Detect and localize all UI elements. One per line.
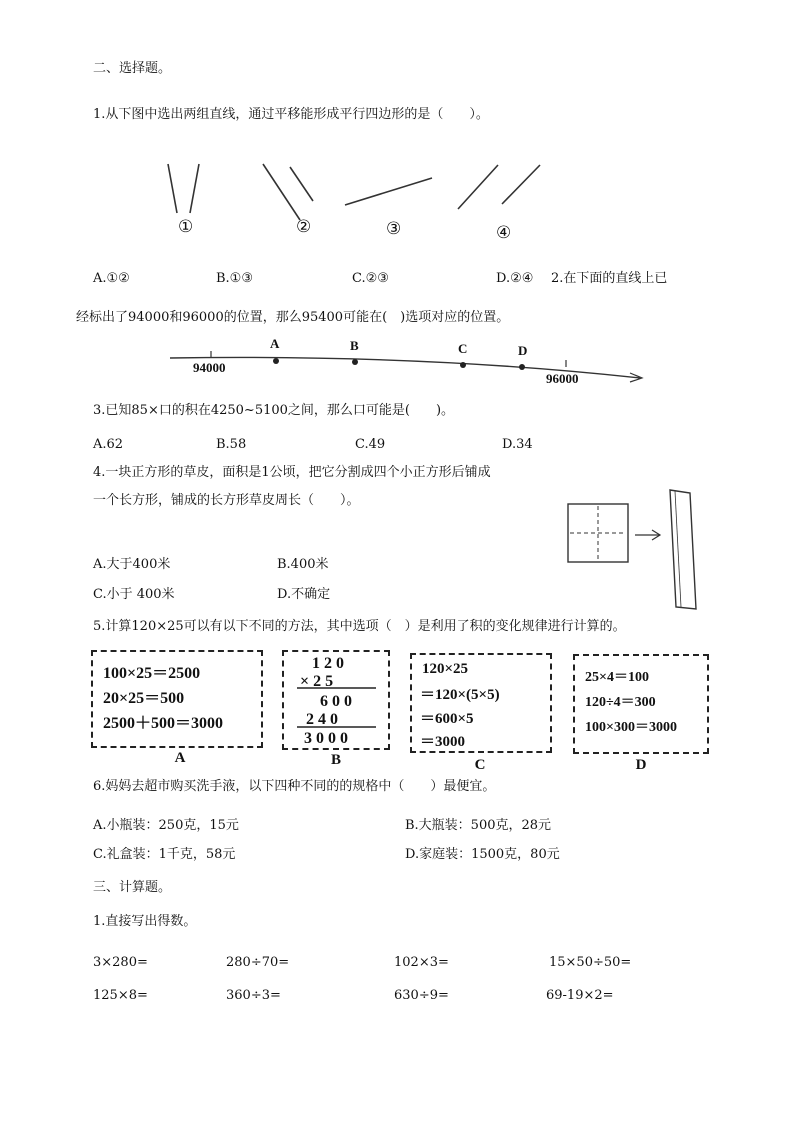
section-title-choice: 二、选择题。 [93, 61, 172, 76]
q1-option-c: C.②③ [352, 271, 389, 286]
box-a-line-3: 2500＋500＝3000 [103, 715, 224, 732]
q6-option-a: A.小瓶装：250克，15元 [93, 818, 239, 833]
section-title-calc: 三、计算题。 [93, 880, 172, 895]
q6-option-d: D.家庭装：1500克，80元 [405, 847, 560, 862]
box-label-d: D [635, 757, 647, 773]
question-3-text: 3.已知85×口的积在4250~5100之间，那么口可能是( )。 [93, 403, 455, 418]
method-box-d [573, 654, 709, 754]
question-7-text: 1.直接写出得数。 [93, 914, 197, 929]
box-b-line-4: 2 4 0 [306, 711, 338, 728]
q6-option-b: B.大瓶装：500克，28元 [405, 818, 552, 833]
box-label-c: C [474, 757, 486, 773]
box-label-b: B [330, 752, 341, 768]
question-4-text-a: 4.一块正方形的草皮，面积是1公顷，把它分割成四个小正方形后铺成 [93, 465, 491, 480]
box-d-line-1: 25×4＝100 [585, 670, 649, 685]
box-b-line-3: 6 0 0 [320, 693, 352, 710]
calc-2-3: 630÷9= [394, 988, 449, 1003]
question-6-text: 6.妈妈去超市购买洗手液，以下四种不同的的规格中（ ）最便宜。 [93, 779, 496, 794]
question-1-text: 1.从下图中选出两组直线，通过平移能形成平行四边形的是（ ）。 [93, 107, 489, 122]
q3-option-d: D.34 [502, 437, 533, 452]
question-4-text-b: 一个长方形，铺成的长方形草皮周长（ ）。 [93, 493, 360, 508]
box-d-line-2: 120÷4＝300 [585, 695, 656, 710]
question-5-text: 5.计算120×25可以有以下不同的方法，其中选项（ ）是利用了积的变化规律进行计算的。 [93, 619, 626, 634]
point-label-a: A [270, 336, 280, 351]
calc-1-2: 280÷70= [226, 955, 290, 970]
q1-option-b: B.①③ [216, 271, 253, 286]
box-c-line-2: ＝120×(5×5) [420, 687, 500, 703]
axis-label-96000: 96000 [546, 371, 579, 386]
q6-option-c: C.礼盒装：1千克，58元 [93, 847, 236, 862]
calc-2-1: 125×8= [93, 988, 148, 1003]
box-c-line-1: 120×25 [422, 661, 469, 677]
point-label-c: C [458, 341, 468, 356]
q1-option-a: A.①② [93, 271, 130, 286]
box-d-line-3: 100×300＝3000 [585, 720, 677, 735]
box-a-line-2: 20×25＝500 [103, 690, 185, 707]
box-b-line-1: 1 2 0 [312, 655, 344, 672]
q4-option-b: B.400米 [277, 557, 329, 572]
calc-1-4: 15×50÷50= [549, 955, 632, 970]
box-b-line-5: 3 0 0 0 [304, 730, 348, 747]
question-2-text-b: 经标出了94000和96000的位置，那么95400可能在( )选项对应的位置。 [76, 310, 510, 325]
fig-label-1: ① [178, 217, 194, 237]
calc-1-1: 3×280= [93, 955, 148, 970]
point-label-b: B [350, 338, 359, 353]
q4-option-d: D.不确定 [277, 587, 331, 602]
q3-option-b: B.58 [216, 437, 247, 452]
box-label-a: A [174, 750, 186, 766]
question-2-text-a: 2.在下面的直线上已 [551, 271, 668, 286]
axis-label-94000: 94000 [193, 360, 226, 375]
fig-label-4: ④ [496, 223, 512, 243]
q1-option-d: D.②④ [496, 271, 534, 286]
fig-label-2: ② [296, 217, 312, 237]
q4-option-a: A.大于400米 [93, 557, 171, 572]
box-a-line-1: 100×25＝2500 [103, 665, 201, 682]
box-b-line-2: × 2 5 [300, 673, 334, 690]
method-box-c [410, 653, 552, 753]
q3-option-c: C.49 [355, 437, 386, 452]
calc-2-4: 69-19×2= [546, 988, 614, 1003]
calc-2-2: 360÷3= [226, 988, 281, 1003]
fig-label-3: ③ [386, 219, 402, 239]
box-c-line-4: ＝3000 [420, 734, 466, 750]
q3-option-a: A.62 [93, 437, 124, 452]
calc-1-3: 102×3= [394, 955, 449, 970]
box-c-line-3: ＝600×5 [420, 711, 474, 727]
q4-option-c: C.小于 400米 [93, 587, 175, 602]
point-label-d: D [518, 343, 528, 358]
